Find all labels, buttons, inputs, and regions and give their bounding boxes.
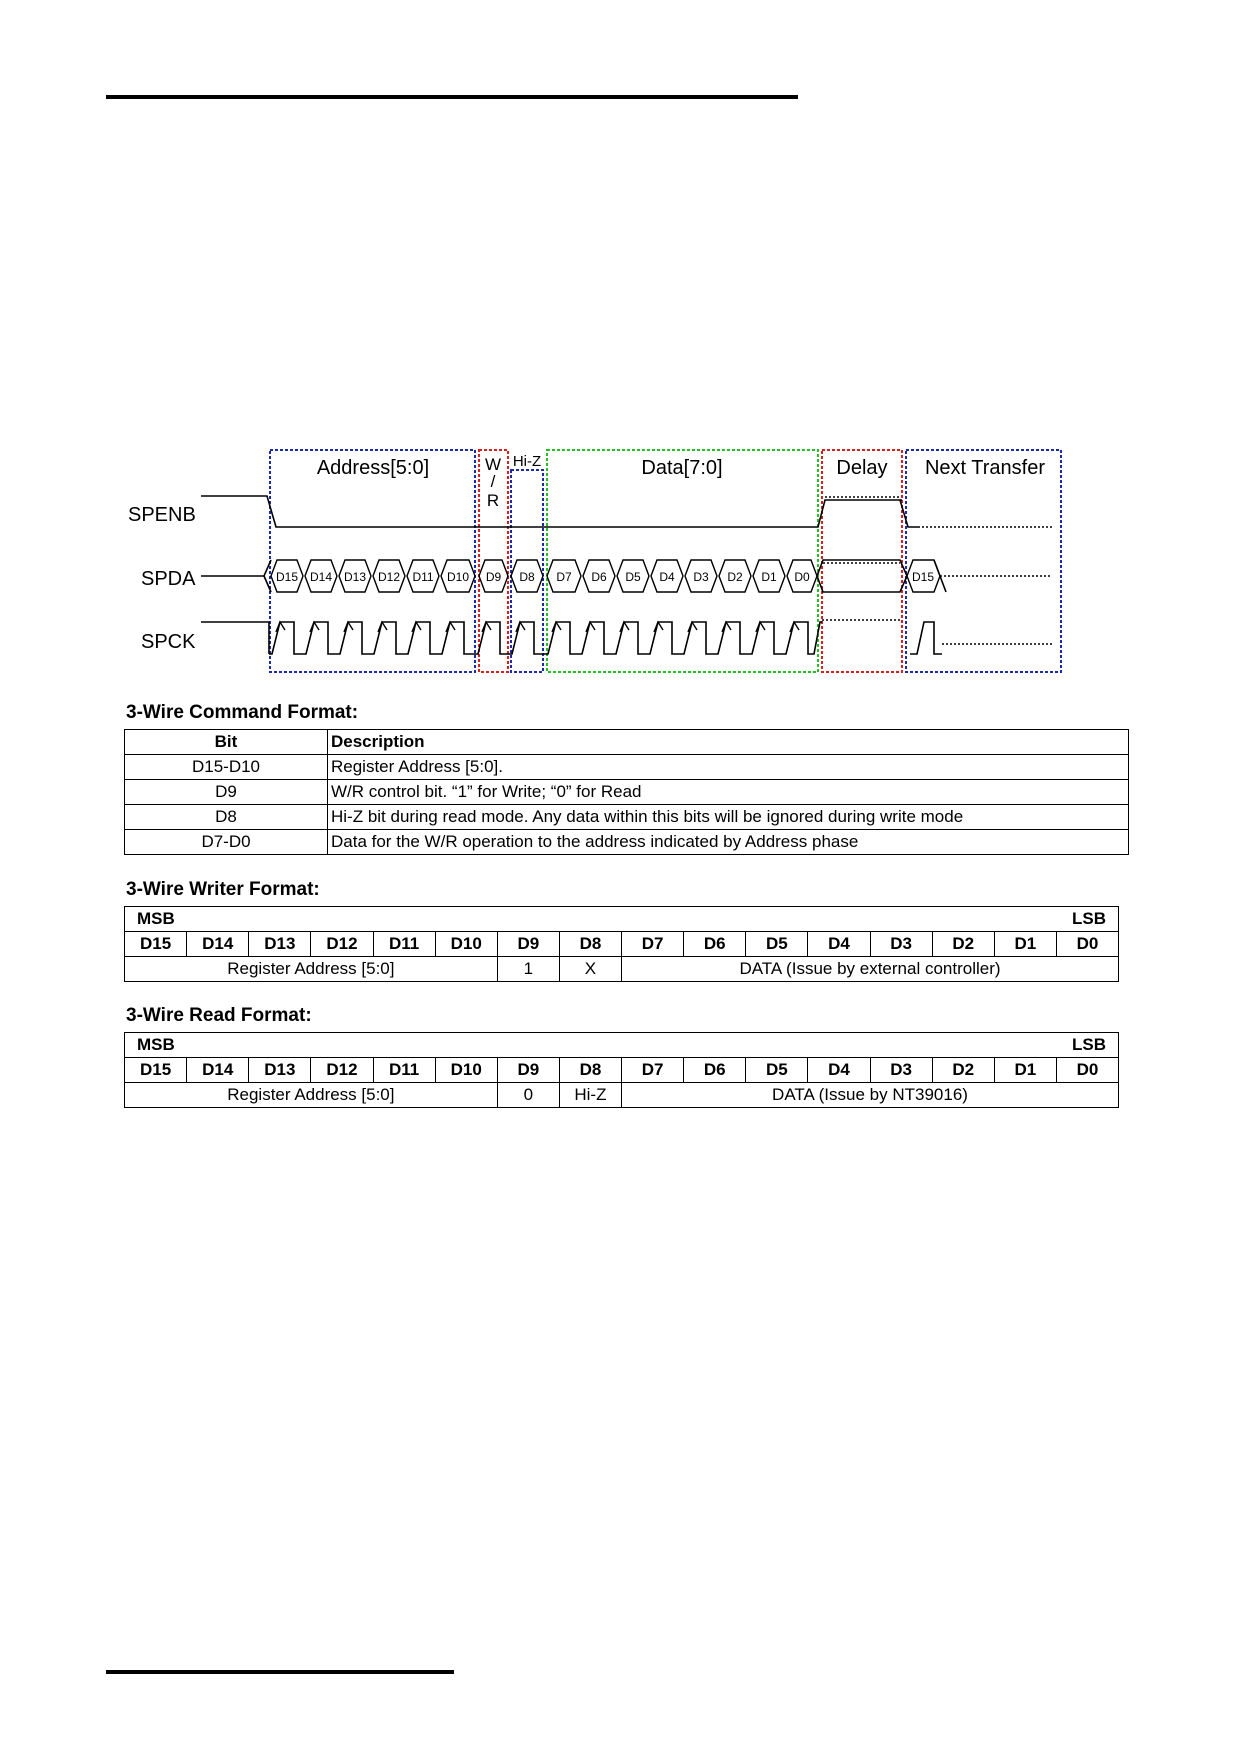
spda-bit-label: D8 xyxy=(519,570,535,584)
bit-header-d15: D15 xyxy=(125,1058,187,1083)
spda-lead-top xyxy=(201,560,271,576)
bit-cell: D7-D0 xyxy=(125,830,328,855)
table-row xyxy=(125,830,1129,855)
wr-label-top: W xyxy=(484,455,502,474)
spda-bit-label: D9 xyxy=(485,570,502,584)
signal-label-spck: SPCK xyxy=(141,631,196,653)
bit-header-d15: D15 xyxy=(125,932,187,957)
spda-bit-label: D13 xyxy=(343,570,367,584)
bit-header-d6: D6 xyxy=(684,932,746,957)
phase-labels xyxy=(317,453,1046,510)
bit-cell: D9 xyxy=(125,780,328,805)
spenb-wave xyxy=(201,496,918,527)
bit-header-d7: D7 xyxy=(622,932,684,957)
wr-cell: 0 xyxy=(497,1083,559,1108)
table-row xyxy=(125,957,1119,982)
writer-format-title: 3-Wire Writer Format: xyxy=(126,879,320,900)
bit-header-d11: D11 xyxy=(373,932,435,957)
bit-header-d2: D2 xyxy=(932,932,994,957)
bit-header-d7: D7 xyxy=(622,1058,684,1083)
delay-label: Delay xyxy=(836,457,888,479)
msb-label: MSB xyxy=(125,1033,249,1058)
read-format-title: 3-Wire Read Format: xyxy=(126,1005,312,1026)
footer-rule xyxy=(106,1670,454,1674)
spda-bit-label: D7 xyxy=(556,570,572,584)
bit-header-d13: D13 xyxy=(249,1058,311,1083)
lsb-label: LSB xyxy=(994,907,1118,932)
hiz-label: Hi-Z xyxy=(512,453,542,470)
table-row xyxy=(125,730,1129,755)
writer-format-table xyxy=(124,906,1119,982)
address-label: Address[5:0] xyxy=(316,457,430,479)
bit-header-d14: D14 xyxy=(187,932,249,957)
spck-lead xyxy=(201,622,269,654)
signal-label-spda: SPDA xyxy=(141,568,196,590)
msb-label: MSB xyxy=(125,907,249,932)
bit-header-d5: D5 xyxy=(746,1058,808,1083)
bit-header-d12: D12 xyxy=(311,1058,373,1083)
wr-cell: 1 xyxy=(497,957,559,982)
description-cell: Hi-Z bit during read mode. Any data within this bits will be ignored during write mode xyxy=(328,805,1129,830)
next-transfer-box xyxy=(906,450,1061,672)
bit-header-d9: D9 xyxy=(497,932,559,957)
spda-bit-label: D4 xyxy=(659,570,675,584)
bit-cell: D15-D10 xyxy=(125,755,328,780)
header-description: Description xyxy=(328,730,1129,755)
table-row xyxy=(125,755,1129,780)
next-transfer-label: Next Transfer xyxy=(924,457,1046,479)
spda-next-bit-label: D15 xyxy=(911,570,935,584)
bit-cell: D8 xyxy=(125,805,328,830)
bit-header-d1: D1 xyxy=(994,1058,1056,1083)
table-row xyxy=(125,1083,1119,1108)
bit-header-d13: D13 xyxy=(249,932,311,957)
table-row xyxy=(125,907,1119,932)
spda-bit-label: D15 xyxy=(275,570,299,584)
bit-header-d0: D0 xyxy=(1056,1058,1118,1083)
read-format-table xyxy=(124,1032,1119,1108)
bit-header-d14: D14 xyxy=(187,1058,249,1083)
data-label: Data[7:0] xyxy=(641,457,723,479)
bit-header-d10: D10 xyxy=(435,1058,497,1083)
header-bit: Bit xyxy=(125,730,328,755)
delay-box xyxy=(822,450,902,672)
timing-diagram xyxy=(0,0,1240,700)
msb-spacer xyxy=(249,1033,995,1058)
phase-boxes xyxy=(270,450,1061,672)
data-box xyxy=(547,450,818,672)
description-cell: W/R control bit. “1” for Write; “0” for Read xyxy=(328,780,1129,805)
description-cell: Register Address [5:0]. xyxy=(328,755,1129,780)
wr-label-mid: / xyxy=(490,472,496,491)
spda-bit-label: D5 xyxy=(625,570,641,584)
description-cell: Data for the W/R operation to the address indicated by Address phase xyxy=(328,830,1129,855)
table-row xyxy=(125,780,1129,805)
bit-header-d4: D4 xyxy=(808,1058,870,1083)
address-box xyxy=(270,450,475,672)
spda-bit-label: D14 xyxy=(309,570,333,584)
bit-header-d12: D12 xyxy=(311,932,373,957)
spda-bit-label: D1 xyxy=(761,570,777,584)
wr-label-bot: R xyxy=(486,491,500,510)
command-format-title: 3-Wire Command Format: xyxy=(126,702,359,723)
bit-header-d1: D1 xyxy=(994,932,1056,957)
spda-delay-top xyxy=(817,560,907,576)
spda-bit-label: D2 xyxy=(727,570,743,584)
bit-header-d3: D3 xyxy=(870,1058,932,1083)
address-cell: Register Address [5:0] xyxy=(125,957,498,982)
data-cell: DATA (Issue by external controller) xyxy=(622,957,1119,982)
signal-label-spenb: SPENB xyxy=(128,504,196,526)
bit-header-d3: D3 xyxy=(870,932,932,957)
spda-bit-label: D10 xyxy=(446,570,470,584)
data-cell: DATA (Issue by NT39016) xyxy=(622,1083,1119,1108)
table-row xyxy=(125,805,1129,830)
table-row xyxy=(125,932,1119,957)
command-format-table xyxy=(124,729,1129,855)
d8-cell: Hi-Z xyxy=(559,1083,621,1108)
bit-header-d8: D8 xyxy=(559,932,621,957)
spck-next-pulse xyxy=(910,622,942,654)
bit-header-d0: D0 xyxy=(1056,932,1118,957)
msb-spacer xyxy=(249,907,995,932)
lsb-label: LSB xyxy=(994,1033,1118,1058)
spda-delay-bottom xyxy=(817,576,907,592)
bit-header-d4: D4 xyxy=(808,932,870,957)
bit-header-d5: D5 xyxy=(746,932,808,957)
spda-bit-label: D12 xyxy=(377,570,401,584)
spck-clock-wave xyxy=(269,622,822,654)
spda-bit-label: D6 xyxy=(591,570,607,584)
spda-bit-label: D0 xyxy=(794,570,810,584)
bit-header-d10: D10 xyxy=(435,932,497,957)
bit-header-d2: D2 xyxy=(932,1058,994,1083)
address-cell: Register Address [5:0] xyxy=(125,1083,498,1108)
table-row xyxy=(125,1033,1119,1058)
bit-header-d8: D8 xyxy=(559,1058,621,1083)
bit-header-d9: D9 xyxy=(497,1058,559,1083)
bit-header-d11: D11 xyxy=(373,1058,435,1083)
d8-cell: X xyxy=(559,957,621,982)
table-row xyxy=(125,1058,1119,1083)
signal-labels xyxy=(128,504,196,653)
bit-header-d6: D6 xyxy=(684,1058,746,1083)
spda-bit-label: D3 xyxy=(693,570,709,584)
spda-bit-label: D11 xyxy=(412,570,434,584)
